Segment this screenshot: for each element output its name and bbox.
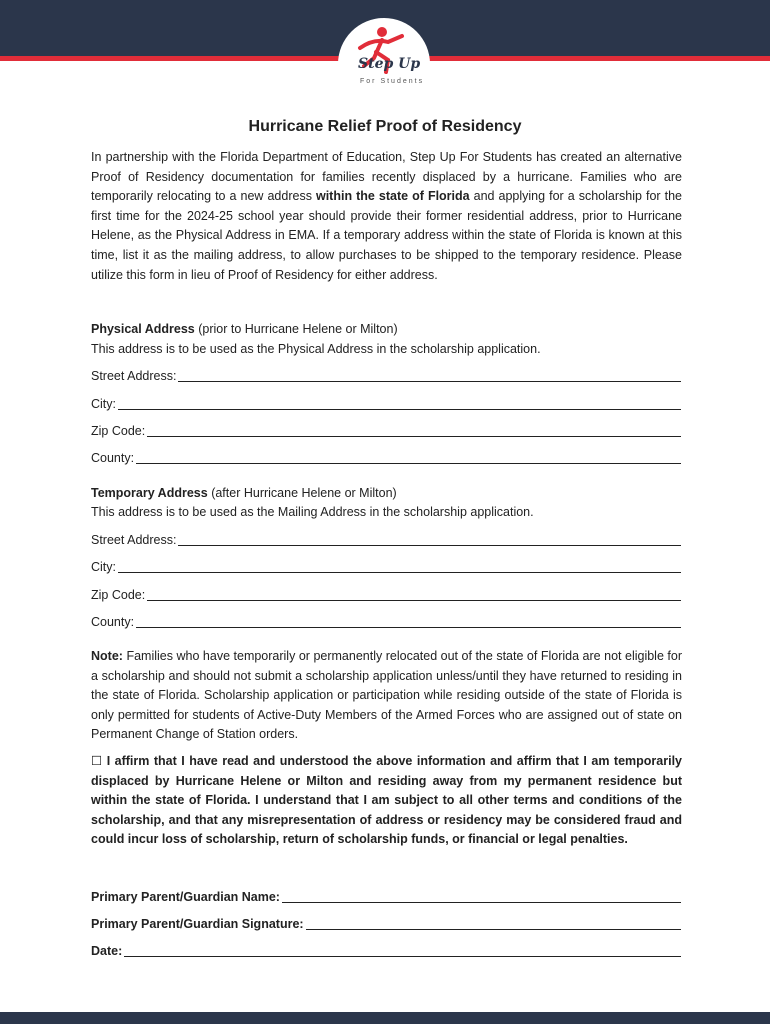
temporary-county-field[interactable]: County: (91, 612, 681, 630)
temporary-instruction: This address is to be used as the Mailing Address in the scholarship application. (91, 505, 534, 519)
intro-emphasis: within the state of Florida (315, 189, 470, 204)
date-field[interactable]: Date: (91, 941, 681, 959)
footer-bar (0, 1012, 770, 1024)
physical-street-field[interactable]: Street Address: (91, 366, 681, 384)
affirm-checkbox[interactable]: ☐ (91, 754, 103, 768)
logo-wordmark: Step Up (358, 56, 421, 72)
parent-signature-field[interactable]: Primary Parent/Guardian Signature: (91, 914, 681, 932)
physical-heading: Physical Address (prior to Hurricane Helene or Milton) (91, 322, 398, 336)
physical-city-field[interactable]: City: (91, 394, 681, 412)
temporary-zip-field[interactable]: Zip Code: (91, 585, 681, 603)
temporary-city-field[interactable]: City: (91, 557, 681, 575)
note-paragraph: Note: Families who have temporarily or permanently relocated out of the state of Florida are not eligible for a scholarship and should not submit a scholarship application unless/until they have returned to residing in the state of Florida. Scholarship application or participation while residing outside of the state of Florida is only permitted for students of Active-Duty Members of the Armed Forces who are assigned out of state on Permanent Change of Station orders. (91, 649, 682, 742)
physical-zip-field[interactable]: Zip Code: (91, 421, 681, 439)
temporary-heading: Temporary Address (after Hurricane Helene or Milton) (91, 486, 397, 500)
affirmation-paragraph: ☐ I affirm that I have read and understood the above information and affirm that I am temporarily displaced by Hurricane Helene or Milton and residing away from my permanent residence but within the state of Florida. I understand that I am subject to all other terms and conditions of the scholarship, and that any misrepresentation of address or residency may be considered fraud and could incur loss of scholarship, return of scholarship funds, or financial or legal penalties. (91, 754, 682, 847)
temporary-street-field[interactable]: Street Address: (91, 530, 681, 548)
intro-paragraph: In partnership with the Florida Department of Education, Step Up For Students has created an alternative Proof of Residency documentation for families recently displaced by a hurricane. Families who are temporarily relocating to a new address within the state of Florida and applying for a scholarship for the first time for the 2024-25 school year should provide their former residential address, prior to Hurricane Helene, as the Physical Address in EMA. If a temporary address within the state of Florida is known at this time, list it as the mailing address, to allow purchases to be shipped to the temporary residence. Please utilize this form in lieu of Proof of Residency for either address. (91, 150, 682, 282)
physical-instruction: This address is to be used as the Physical Address in the scholarship application. (91, 342, 541, 356)
parent-name-field[interactable]: Primary Parent/Guardian Name: (91, 887, 681, 905)
logo-subtitle: For Students (360, 78, 425, 85)
page-title: Hurricane Relief Proof of Residency (248, 118, 522, 135)
physical-county-field[interactable]: County: (91, 448, 681, 466)
